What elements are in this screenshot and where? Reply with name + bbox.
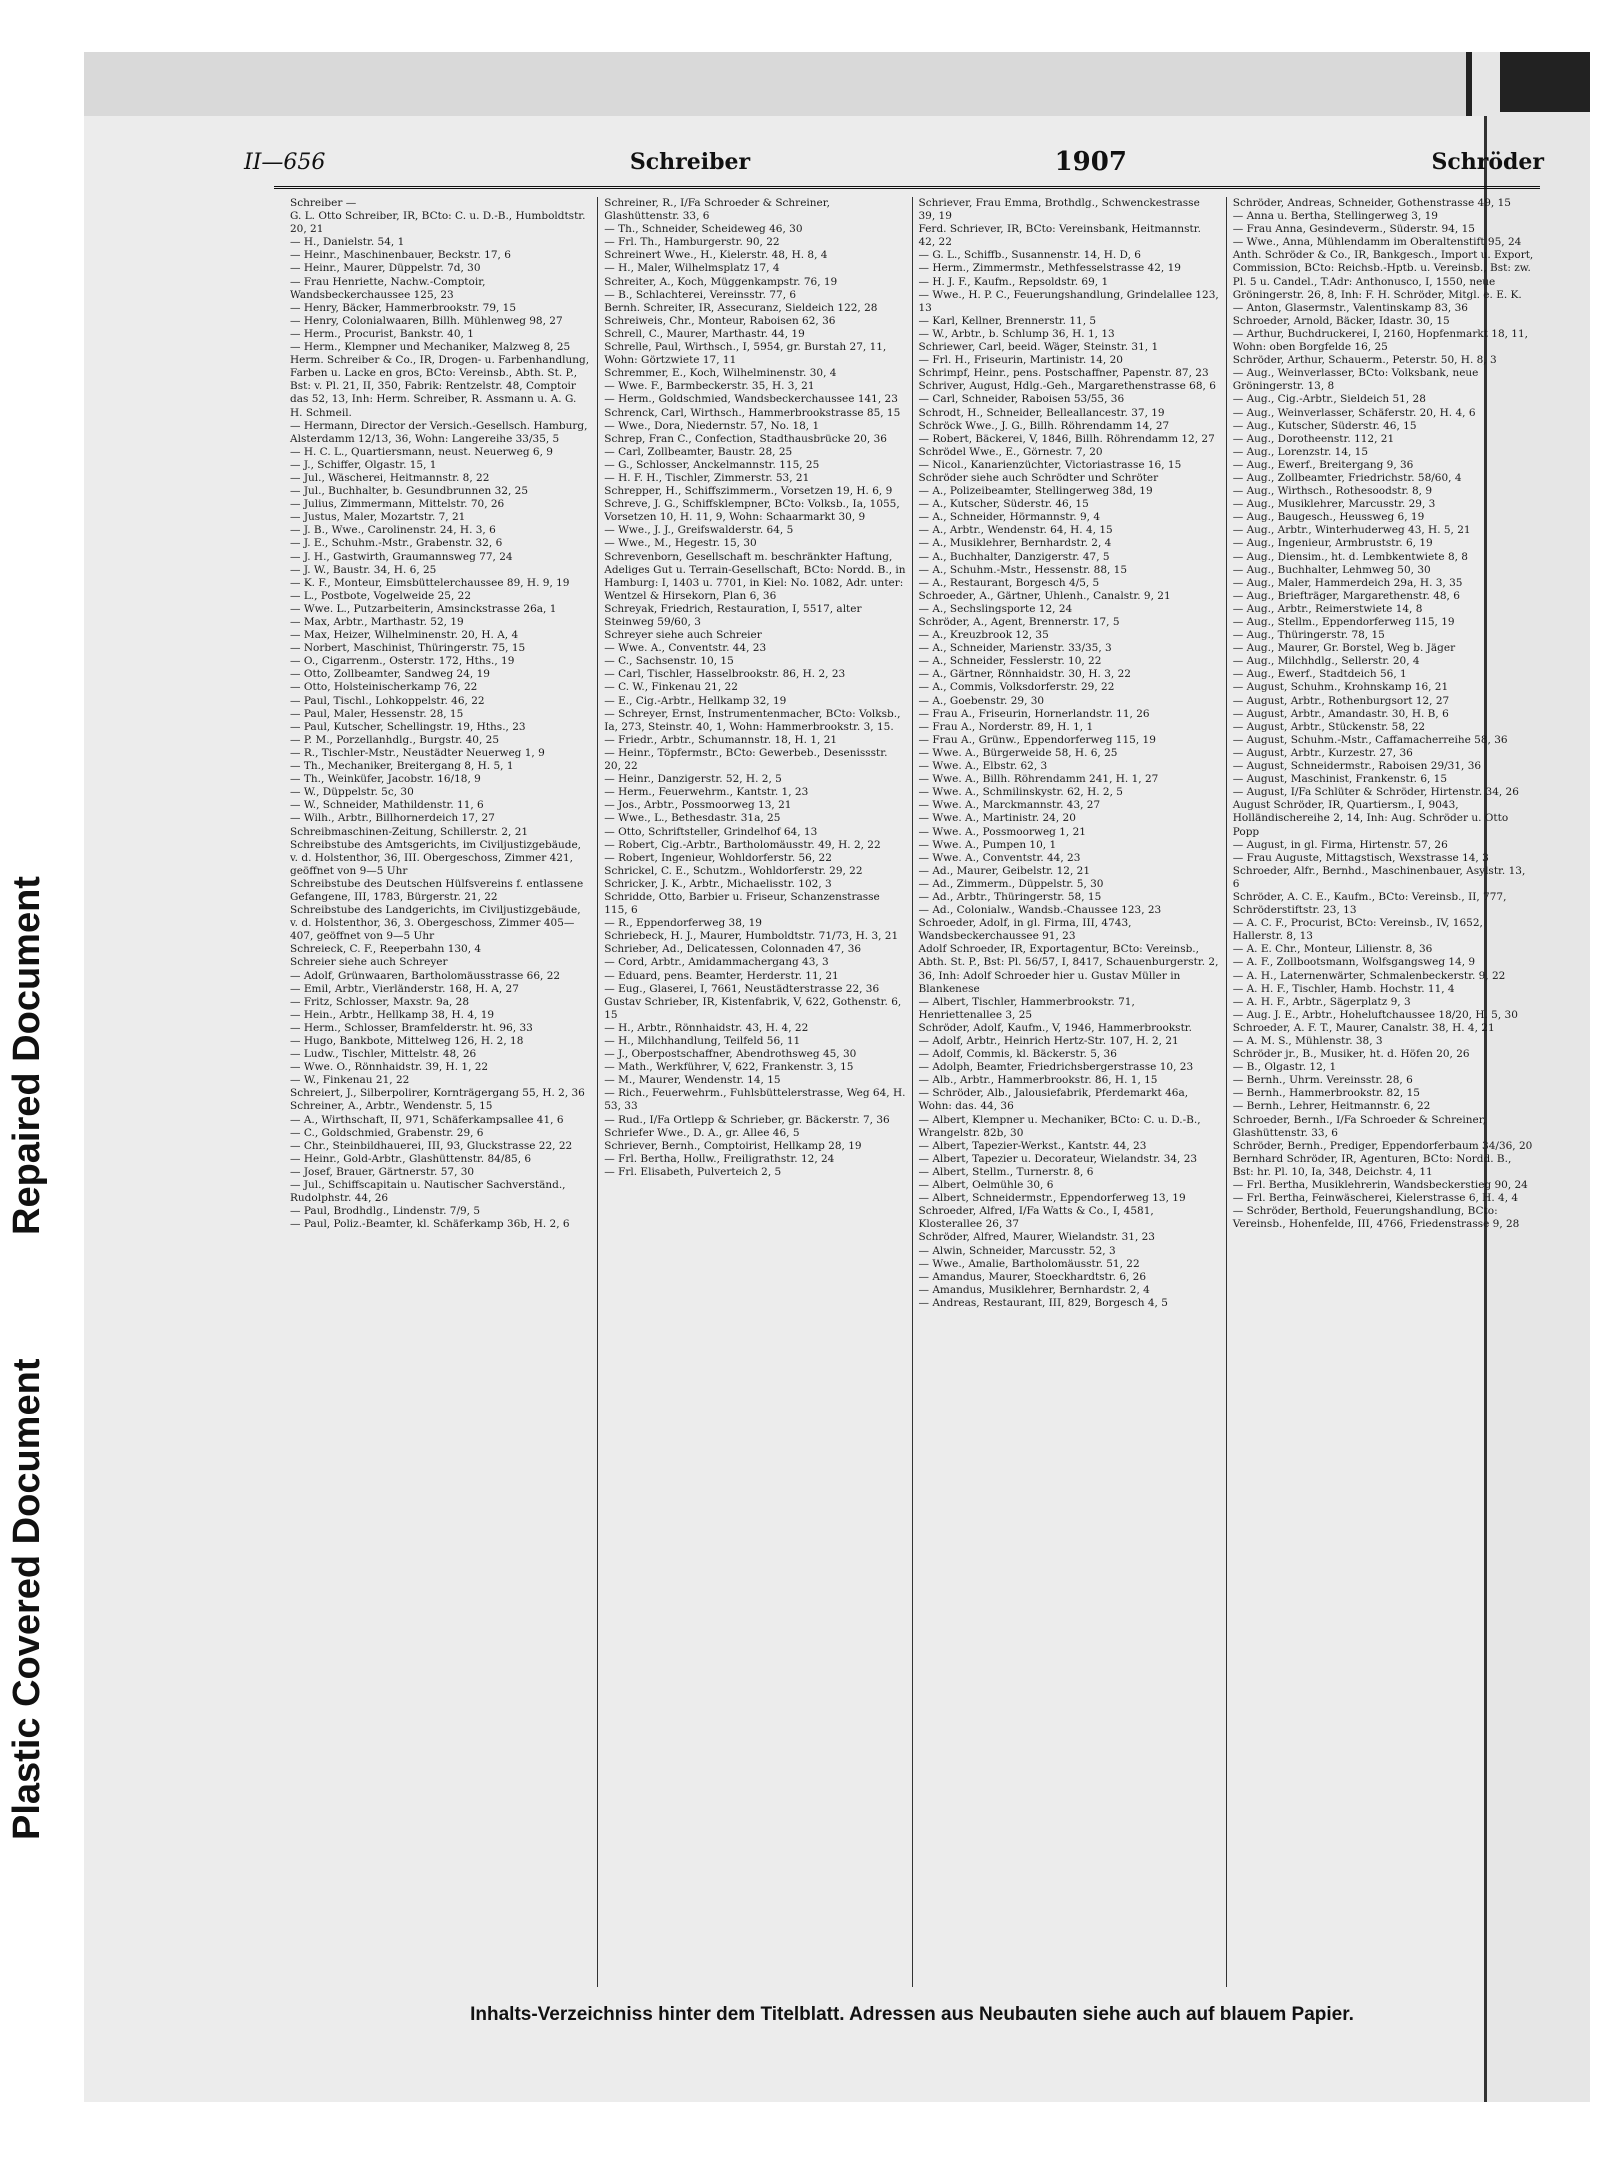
directory-entry: — Chr., Steinbildhauerei, III, 93, Gluckstrasse 22, 22 [290, 1139, 573, 1152]
directory-entry: Bernh. Schreiter, IR, Assecuranz, Sieldeich 122, 28 [604, 301, 878, 314]
directory-entry: Adolf Schroeder, IR, Exportagentur, BCto: Vereinsb., Abth. St. P., Bst: Pl. 56/57, I, 8417, Schauenburgerstr. 2, 36, Inh: Adolf Schroeder hier u. Gustav Müller in Blankenese [918, 943, 1219, 995]
directory-entry: — J. E., Schuhm.-Mstr., Grabenstr. 32, 6 [290, 537, 503, 550]
directory-entry: — Ludw., Tischler, Mittelstr. 48, 26 [290, 1048, 477, 1061]
directory-entry: — Aug., Baugesch., Heussweg 6, 19 [1232, 511, 1425, 524]
directory-entry: — Paul, Tischl., Lohkoppelstr. 46, 22 [290, 694, 485, 707]
directory-entry: — Frau A., Friseurin, Hornerlandstr. 11, 26 [918, 707, 1150, 720]
directory-entry: — Aug., Arbtr., Winterhuderweg 43, H. 5, 21 [1232, 524, 1471, 537]
directory-entry: Schriebeck, H. J., Maurer, Humboldtstr. 71/73, H. 3, 21 [604, 930, 899, 943]
directory-entry: — August, Arbtr., Kurzestr. 27, 36 [1232, 746, 1413, 759]
directory-entry: — H. J. F., Kaufm., Repsoldstr. 69, 1 [918, 275, 1109, 288]
directory-entry: — Max, Arbtr., Marthastr. 52, 19 [290, 616, 464, 628]
page-footer: Inhalts-Verzeichniss hinter dem Titelblatt. Adressen aus Neubauten siehe auch auf blauem Papier. [470, 2004, 1354, 2025]
directory-entry: — H., Danielstr. 54, 1 [290, 236, 405, 249]
directory-entry: — A. M. S., Mühlenstr. 38, 3 [1232, 1035, 1383, 1047]
directory-entry: — Frl. Bertha, Hollw., Freiligrathstr. 12, 24 [604, 1152, 835, 1165]
header-left-word: Schreiber [629, 149, 751, 175]
directory-entry: — Heinr., Gold-Arbtr., Glashüttenstr. 84/85, 6 [290, 1152, 532, 1165]
directory-entry: — B., Schlachterei, Vereinsstr. 77, 6 [604, 288, 797, 301]
directory-entry: — Frl. Bertha, Feinwäscherei, Kielerstrasse 6, H. 4, 4 [1232, 1192, 1519, 1205]
directory-entry: — Schröder, Alb., Jalousiefabrik, Pferdemarkt 46a, Wohn: das. 44, 36 [918, 1087, 1189, 1113]
directory-entry: — Heinr., Maurer, Düppelstr. 7d, 30 [290, 262, 481, 275]
directory-entry: — Bernh., Lehrer, Heitmannstr. 6, 22 [1232, 1100, 1431, 1113]
header-right-word: Schröder [1431, 149, 1544, 175]
directory-entry: — Schreyer, Ernst, Instrumentenmacher, BCto: Volksb., Ia, 273, Steinstr. 40, 1, Wohn: Hammerbrookstr. 3, 15. [604, 707, 901, 733]
directory-entry: — B., Olgastr. 12, 1 [1232, 1061, 1337, 1074]
directory-entry: — Amandus, Maurer, Stoeckhardtstr. 6, 26 [918, 1270, 1147, 1283]
directory-entry: — Adolph, Beamter, Friedrichsbergerstrasse 10, 23 [918, 1061, 1194, 1074]
directory-entry: — Cord, Arbtr., Amidammachergang 43, 3 [604, 956, 829, 969]
directory-entry: — Frau Henriette, Nachw.-Comptoir, Wandsbeckerchaussee 125, 23 [290, 275, 486, 301]
directory-entry: Schröder, Adolf, Kaufm., V, 1946, Hammerbrookstr. [918, 1021, 1192, 1034]
directory-entry: — Hugo, Bankbote, Mittelweg 126, H. 2, 18 [290, 1035, 524, 1047]
directory-entry: — Robert, Cig.-Arbtr., Bartholomäusstr. 49, H. 2, 22 [604, 838, 881, 851]
directory-entry: — A. H. F., Tischler, Hamb. Hochstr. 11, 4 [1232, 982, 1455, 995]
directory-entry: Schrieber, Ad., Delicatessen, Colonnaden 47, 36 [604, 943, 862, 956]
directory-entry: — Schröder, Berthold, Feuerungshandlung, BCto: Vereinsb., Hohenfelde, III, 4766, Friedenstrasse 9, 28 [1232, 1205, 1520, 1231]
directory-entry: Schrenck, Carl, Wirthsch., Hammerbrookstrasse 85, 15 [604, 406, 901, 419]
directory-entry: — Th., Weinküfer, Jacobstr. 16/18, 9 [290, 773, 481, 786]
directory-entry: — Jul., Schiffscapitain u. Nautischer Sachverständ., Rudolphstr. 44, 26 [290, 1179, 566, 1205]
directory-entry: — A., Wirthschaft, II, 971, Schäferkampsallee 41, 6 [290, 1113, 564, 1126]
directory-entry: — A., Buchhalter, Danzigerstr. 47, 5 [918, 550, 1110, 563]
directory-entry: — L., Postbote, Vogelweide 25, 22 [290, 589, 472, 602]
directory-entry: August Schröder, IR, Quartiersm., I, 9043, Holländischereihe 2, 14, Inh: Aug. Schröder u. Otto Popp [1232, 799, 1509, 838]
directory-entry: — Anton, Glasermstr., Valentinskamp 83, 36 [1232, 301, 1468, 314]
directory-entry: — Wwe. A., Marckmannstr. 43, 27 [918, 799, 1101, 812]
directory-entry: Schreieck, C. F., Reeperbahn 130, 4 [290, 943, 482, 956]
directory-entry: — Aug., Cig.-Arbtr., Sieldeich 51, 28 [1232, 393, 1426, 406]
directory-entry: — Wwe., M., Hegestr. 15, 30 [604, 537, 757, 550]
directory-entry: — August, Arbtr., Stückenstr. 58, 22 [1232, 720, 1426, 733]
directory-entry: — August, Schuhm.-Mstr., Caffamacherreihe 58, 36 [1232, 733, 1508, 746]
directory-entry: — Ad., Zimmerm., Düppelstr. 5, 30 [918, 877, 1104, 890]
directory-entry: — Ad., Colonialw., Wandsb.-Chaussee 123, 23 [918, 904, 1162, 917]
directory-entry: — W., Arbtr., b. Schlump 36, H. 1, 13 [918, 327, 1115, 340]
directory-entry: — Aug., Maler, Hammerdeich 29a, H. 3, 35 [1232, 576, 1463, 589]
directory-entry: — Th., Mechaniker, Breitergang 8, H. 5, 1 [290, 760, 514, 773]
directory-entry: — Karl, Kellner, Brennerstr. 11, 5 [918, 314, 1097, 327]
directory-entry: — Hein., Arbtr., Hellkamp 38, H. 4, 19 [290, 1008, 495, 1021]
directory-entry: — A., Sechslingsporte 12, 24 [918, 602, 1073, 615]
directory-entry: Schreibstube des Landgerichts, im Civiljustizgebäude, v. d. Holstenthor, 36, 3. Obergeschoss, Zimmer 405—407, geöffnet von 9—5 Uhr [290, 904, 581, 943]
directory-entry: — Wwe. A., Billh. Röhrendamm 241, H. 1, 27 [918, 773, 1159, 786]
directory-entry: — Aug., Musiklehrer, Marcusstr. 29, 3 [1232, 498, 1436, 511]
directory-entry: — Frau A., Norderstr. 89, H. 1, 1 [918, 720, 1094, 733]
directory-entry: — Wwe. A., Bürgerweide 58, H. 6, 25 [918, 746, 1118, 759]
directory-entry: — Herm., Procurist, Bankstr. 40, 1 [290, 327, 474, 340]
directory-entry: — Wwe. A., Schmilinskystr. 62, H. 2, 5 [918, 786, 1123, 799]
directory-entry: Schreiert, J., Silberpolirer, Kornträgergang 55, H. 2, 36 [290, 1087, 585, 1100]
directory-entry: Schroeder, Bernh., I/Fa Schroeder & Schreiner, Glashüttenstr. 33, 6 [1232, 1113, 1486, 1139]
directory-entry: — Carl, Zollbeamter, Baustr. 28, 25 [604, 445, 793, 458]
directory-entry: — Jul., Wäscherei, Heitmannstr. 8, 22 [290, 471, 490, 484]
directory-entry: Schröder jr., B., Musiker, ht. d. Höfen 20, 26 [1232, 1048, 1470, 1061]
directory-entry: — Justus, Maler, Mozartstr. 7, 21 [290, 511, 466, 524]
directory-entry: — E., Cig.-Arbtr., Hellkamp 32, 19 [604, 694, 787, 707]
directory-entry: — Ad., Maurer, Geibelstr. 12, 21 [918, 864, 1091, 877]
directory-entry: Schroeder, A. F. T., Maurer, Canalstr. 38, H. 4, 21 [1232, 1021, 1495, 1034]
directory-entry: — J., Oberpostschaffner, Abendrothsweg 45, 30 [604, 1048, 857, 1061]
directory-entry: — Heinr., Danzigerstr. 52, H. 2, 5 [604, 773, 782, 786]
column-1 [284, 197, 598, 1987]
directory-entry: — A. H., Laternenwärter, Schmalenbeckerstr. 9, 22 [1232, 969, 1506, 982]
directory-entry: — A., Schneider, Hörmannstr. 9, 4 [918, 511, 1101, 524]
directory-entry: — H. F. H., Tischler, Zimmerstr. 53, 21 [604, 471, 810, 484]
directory-entry: Schroeder, Arnold, Bäcker, Idastr. 30, 15 [1232, 314, 1450, 327]
directory-entry: — Robert, Ingenieur, Wohldorferstr. 56, 22 [604, 851, 832, 864]
directory-entry: Schremmer, E., Koch, Wilhelminenstr. 30, 4 [604, 367, 837, 380]
repaired-document-label: Repaired Document [6, 876, 48, 1235]
directory-entry: — Alb., Arbtr., Hammerbrookstr. 86, H. 1, 15 [918, 1074, 1158, 1087]
directory-entry: G. L. Otto Schreiber, IR, BCto: C. u. D.-B., Humboldtstr. 20, 21 [290, 210, 586, 236]
directory-entry: — Wwe. A., Pumpen 10, 1 [918, 838, 1057, 851]
directory-entry: — K. F., Monteur, Eimsbüttelerchaussee 89, H. 9, 19 [290, 576, 570, 589]
directory-entry: — A., Musiklehrer, Bernhardstr. 2, 4 [918, 537, 1112, 550]
directory-entry: — H., Arbtr., Rönnhaidstr. 43, H. 4, 22 [604, 1021, 809, 1034]
directory-entry: — Albert, Tapezier-Werkst., Kantstr. 44, 23 [918, 1139, 1147, 1152]
directory-entry: — Wwe., Dora, Niedernstr. 57, No. 18, 1 [604, 419, 820, 432]
directory-entry: Schröder, Arthur, Schauerm., Peterstr. 50, H. 8, 3 [1232, 354, 1497, 367]
directory-entry: Schreyer siehe auch Schreier [604, 629, 762, 642]
directory-entry: Schrodt, H., Schneider, Belleallancestr. 37, 19 [918, 406, 1165, 419]
directory-entry: — Wwe. O., Rönnhaidstr. 39, H. 1, 22 [290, 1061, 489, 1074]
directory-entry: — Frl. Th., Hamburgerstr. 90, 22 [604, 236, 780, 249]
column-4 [1227, 197, 1540, 1987]
directory-entry: — P. M., Porzellanhdlg., Burgstr. 40, 25 [290, 733, 500, 746]
directory-entry: — Rich., Feuerwehrm., Fuhlsbüttelerstrasse, Weg 64, H. 53, 33 [604, 1087, 906, 1113]
directory-entry: — Otto, Zollbeamter, Sandweg 24, 19 [290, 668, 490, 681]
directory-entry: — A., Gärtner, Rönnhaidstr. 30, H. 3, 22 [918, 668, 1131, 681]
directory-entry: — Aug., Ewerf., Stadtdeich 56, 1 [1232, 668, 1407, 681]
directory-entry: — Th., Schneider, Scheideweg 46, 30 [604, 223, 803, 236]
header-year: 1907 [1054, 147, 1127, 177]
directory-entry: — Wwe. A., Martinistr. 24, 20 [918, 812, 1076, 825]
directory-entry: — Albert, Oelmühle 30, 6 [918, 1179, 1054, 1192]
directory-entry: — A., Restaurant, Borgesch 4/5, 5 [918, 576, 1100, 589]
directory-entry: — C. W., Finkenau 21, 22 [604, 681, 738, 694]
directory-entry: — Wwe. A., Conventstr. 44, 23 [604, 642, 767, 655]
directory-entry: — Otto, Holsteinischerkamp 76, 22 [290, 681, 478, 694]
directory-entry: — Bernh., Hammerbrookstr. 82, 15 [1232, 1087, 1420, 1100]
directory-entry: Schreiner, A., Arbtr., Wendenstr. 5, 15 [290, 1100, 493, 1113]
directory-entry: — A., Schuhm.-Mstr., Hessenstr. 88, 15 [918, 563, 1128, 576]
directory-entry: — Alwin, Schneider, Marcusstr. 52, 3 [918, 1244, 1116, 1257]
directory-entry: — Math., Werkführer, V, 622, Frankenstr. 3, 15 [604, 1061, 854, 1074]
directory-entry: — Emil, Arbtr., Vierländerstr. 168, H. A, 27 [290, 982, 519, 995]
plastic-covered-document-label: Plastic Covered Document [6, 1358, 48, 1840]
directory-entry: — Hermann, Director der Versich.-Gesellsch. Hamburg, Alsterdamm 12/13, 36, Wohn: Langereihe 33/35, 5 [290, 419, 588, 445]
directory-entry: — Albert, Tischler, Hammerbrookstr. 71, Henriettenallee 3, 25 [918, 995, 1135, 1021]
directory-entry: Schriefer Wwe., D. A., gr. Allee 46, 5 [604, 1126, 800, 1139]
directory-entry: — Wwe. A., Elbstr. 62, 3 [918, 760, 1048, 773]
directory-entry: — August, Arbtr., Rothenburgsort 12, 27 [1232, 694, 1450, 707]
directory-entry: — Andreas, Restaurant, III, 829, Borgesch 4, 5 [918, 1296, 1168, 1309]
directory-entry: — Aug., Dorotheenstr. 112, 21 [1232, 432, 1395, 445]
directory-entry: — Frl. Elisabeth, Pulverteich 2, 5 [604, 1165, 782, 1178]
directory-entry: — Aug., Zollbeamter, Friedrichstr. 58/60, 4 [1232, 471, 1462, 484]
directory-entry: — C., Goldschmied, Grabenstr. 29, 6 [290, 1126, 484, 1139]
directory-entry: — A., Polizeibeamter, Stellingerweg 38d, 19 [918, 485, 1153, 498]
directory-entry: — C., Sachsenstr. 10, 15 [604, 655, 734, 668]
directory-entry: — J. H., Gastwirth, Graumannsweg 77, 24 [290, 550, 513, 563]
directory-entry: — Wwe., H. P. C., Feuerungshandlung, Grindelallee 123, 13 [918, 288, 1219, 314]
directory-entry: — G. L., Schiffb., Susannenstr. 14, H. D, 6 [918, 249, 1141, 262]
directory-entry: — Heinr., Töpfermstr., BCto: Gewerbeb., Desenissstr. 20, 22 [604, 746, 888, 773]
directory-entry: — Aug., Wirthsch., Rothesoodstr. 8, 9 [1232, 485, 1433, 498]
entry-columns [284, 197, 1540, 1987]
directory-entry: — Carl, Tischler, Hasselbrookstr. 86, H. 2, 23 [604, 668, 846, 681]
directory-entry: Schrimpf, Heinr., pens. Postschaffner, Papenstr. 87, 23 [918, 367, 1209, 380]
directory-entry: Schreiber — [290, 197, 357, 209]
directory-entry: — Adolf, Grünwaaren, Bartholomäusstrasse 66, 22 [290, 969, 561, 982]
header-rule [274, 186, 1540, 189]
directory-entry: — Wwe. L., Putzarbeiterin, Amsinckstrasse 26a, 1 [290, 602, 557, 615]
directory-entry: Schreiner, R., I/Fa Schroeder & Schreiner, Glashüttenstr. 33, 6 [604, 197, 830, 223]
directory-entry: — Paul, Brodhdlg., Lindenstr. 7/9, 5 [290, 1205, 481, 1218]
directory-entry: — August, in gl. Firma, Hirtenstr. 57, 26 [1232, 838, 1448, 851]
directory-entry: — A. E. Chr., Monteur, Lilienstr. 8, 36 [1232, 943, 1433, 956]
directory-entry: — Aug., Ingenieur, Armbruststr. 6, 19 [1232, 537, 1433, 550]
directory-entry: — Arthur, Buchdruckerei, I, 2160, Hopfenmarkt 18, 11, Wohn: oben Borgfelde 16, 25 [1232, 327, 1528, 354]
directory-entry: Schrickel, C. E., Schutzm., Wohldorferstr. 29, 22 [604, 864, 863, 877]
directory-entry: — Nicol., Kanarienzüchter, Victoriastrasse 16, 15 [918, 458, 1182, 471]
directory-entry: — Adolf, Commis, kl. Bäckerstr. 5, 36 [918, 1048, 1117, 1061]
directory-entry: Schrepper, H., Schiffszimmerm., Vorsetzen 19, H. 6, 9 [604, 485, 893, 498]
directory-entry: Ferd. Schriever, IR, BCto: Vereinsbank, Heitmannstr. 42, 22 [918, 223, 1201, 249]
directory-entry: Schreinert Wwe., H., Kielerstr. 48, H. 8, 4 [604, 249, 828, 262]
directory-entry: — Frau Anna, Gesindeverm., Süderstr. 94, 15 [1232, 223, 1475, 236]
directory-entry: — Aug., Kutscher, Süderstr. 46, 15 [1232, 419, 1417, 432]
directory-entry: Schriver, August, Hdlg.-Geh., Margarethenstrasse 68, 6 [918, 380, 1216, 393]
directory-entry: Schrelle, Paul, Wirthsch., I, 5954, gr. Burstah 27, 11, Wohn: Görtzwiete 17, 11 [604, 341, 887, 367]
directory-entry: — Max, Heizer, Wilhelminenstr. 20, H. A, 4 [290, 629, 519, 642]
directory-entry: Schreiter, A., Koch, Müggenkampstr. 76, 19 [604, 275, 838, 288]
directory-entry: — Wwe. A., Conventstr. 44, 23 [918, 851, 1081, 864]
directory-entry: — R., Tischler-Mstr., Neustädter Neuerweg 1, 9 [290, 746, 545, 759]
directory-entry: — Friedr., Arbtr., Schumannstr. 18, H. 1, 21 [604, 733, 838, 746]
directory-entry: Schroeder, A., Gärtner, Uhlenh., Canalstr. 9, 21 [918, 589, 1171, 602]
directory-entry: — Aug., Milchhdlg., Sellerstr. 20, 4 [1232, 655, 1420, 668]
directory-entry: — W., Düppelstr. 5c, 30 [290, 786, 414, 799]
directory-entry: — Amandus, Musiklehrer, Bernhardstr. 2, 4 [918, 1283, 1150, 1296]
directory-entry: — Herm., Zimmermstr., Methfesselstrasse 42, 19 [918, 262, 1181, 275]
directory-entry: — Aug., Ewerf., Breitergang 9, 36 [1232, 458, 1414, 471]
directory-entry: — Aug., Weinverlasser, BCto: Volksbank, neue Gröningerstr. 13, 8 [1232, 367, 1479, 393]
directory-entry: — Jos., Arbtr., Possmoorweg 13, 21 [604, 799, 792, 812]
directory-entry: Schroeder, Adolf, in gl. Firma, III, 4743, Wandsbeckerchaussee 91, 23 [918, 917, 1132, 943]
directory-entry: — Aug., Buchhalter, Lehmweg 50, 30 [1232, 563, 1431, 576]
directory-entry: Schridde, Otto, Barbier u. Friseur, Schanzenstrasse 115, 6 [604, 890, 880, 917]
directory-entry: Schröder, Andreas, Schneider, Gothenstrasse 49, 15 [1232, 197, 1511, 209]
directory-entry: — Wwe., Anna, Mühlendamm im Oberaltenstift 95, 24 [1232, 236, 1522, 249]
directory-entry: — A., Goebenstr. 29, 30 [918, 694, 1045, 707]
directory-entry: Schrevenborn, Gesellschaft m. beschränkter Haftung, Adeliges Gut u. Terrain-Gesellschaft, BCto: Nordd. B., in Hamburg: I, 1403 u. 7701, in Kiel: No. 1082, Adr. unter: Wentzel & Hirsekorn, Plan 6, 36 [604, 550, 906, 602]
directory-entry: — Aug., Briefträger, Margarethenstr. 48, 6 [1232, 589, 1460, 602]
side-labels [0, 0, 82, 2177]
directory-entry: — A., Schneider, Marienstr. 33/35, 3 [918, 642, 1112, 655]
directory-entry: — Herm., Feuerwehrm., Kantstr. 1, 23 [604, 786, 809, 799]
directory-entry: — Aug., Thüringerstr. 78, 15 [1232, 629, 1385, 642]
directory-entry: — A. C. F., Procurist, BCto: Vereinsb., IV, 1652, Hallerstr. 8, 13 [1232, 917, 1483, 943]
directory-entry: — H. C. L., Quartiersmann, neust. Neuerweg 6, 9 [290, 445, 553, 458]
directory-entry: — Ad., Arbtr., Thüringerstr. 58, 15 [918, 890, 1102, 903]
directory-entry: — Albert, Tapezier u. Decorateur, Wielandstr. 34, 23 [918, 1152, 1198, 1165]
directory-entry: Schreier siehe auch Schreyer [290, 956, 448, 969]
directory-entry: Bernhard Schröder, IR, Agenturen, BCto: Nordd. B., Bst: hr. Pl. 10, Ia, 348, Deichstr. 4, 11 [1232, 1152, 1512, 1178]
directory-entry: — Herm., Klempner und Mechaniker, Malzweg 8, 25 [290, 341, 571, 354]
directory-entry: Schreiweis, Chr., Monteur, Raboisen 62, 36 [604, 314, 836, 327]
directory-entry: — Henry, Bäcker, Hammerbrookstr. 79, 15 [290, 301, 517, 314]
directory-entry: Schrödel Wwe., E., Görnestr. 7, 20 [918, 445, 1103, 458]
directory-entry: — Eug., Glaserei, I, 7661, Neustädterstrasse 22, 36 [604, 982, 880, 995]
directory-entry: — Wwe., Amalie, Bartholomäusstr. 51, 22 [918, 1257, 1140, 1270]
directory-entry: Schreibstube des Deutschen Hülfsvereins f. entlassene Gefangene, III, 1783, Bürgerstr. 21, 22 [290, 877, 584, 903]
directory-entry: — Julius, Zimmermann, Mittelstr. 70, 26 [290, 498, 505, 511]
directory-entry: — J. W., Baustr. 34, H. 6, 25 [290, 563, 437, 576]
directory-entry: — A., Kutscher, Süderstr. 46, 15 [918, 498, 1089, 511]
directory-entry: — Wwe., J. J., Greifswalderstr. 64, 5 [604, 524, 794, 537]
directory-entry: — Frau A., Grünw., Eppendorferweg 115, 19 [918, 733, 1156, 746]
directory-entry: — Henry, Colonialwaaren, Billh. Mühlenweg 98, 27 [290, 314, 563, 327]
directory-entry: — Albert, Schneidermstr., Eppendorferweg 13, 19 [918, 1192, 1186, 1205]
directory-entry: Schröder, Bernh., Prediger, Eppendorferbaum 34/36, 20 [1232, 1139, 1533, 1152]
directory-entry: Schriewer, Carl, beeid. Wäger, Steinstr. 31, 1 [918, 341, 1159, 354]
directory-entry: — Bernh., Uhrm. Vereinsstr. 28, 6 [1232, 1074, 1413, 1087]
directory-entry: — August, Arbtr., Amandastr. 30, H. B, 6 [1232, 707, 1449, 720]
directory-entry: — Aug., Diensim., ht. d. Lembkentwiete 8, 8 [1232, 550, 1468, 563]
directory-entry: Schroeder, Alfr., Bernhd., Maschinenbauer, Asylstr. 13, 6 [1232, 864, 1526, 890]
directory-entry: — Aug., Arbtr., Reimerstwiete 14, 8 [1232, 602, 1423, 615]
directory-entry: Schreibmaschinen-Zeitung, Schillerstr. 2, 21 [290, 825, 529, 838]
page-header [244, 142, 1544, 182]
directory-entry: — Wwe., L., Bethesdastr. 31a, 25 [604, 812, 781, 825]
directory-entry: — Paul, Kutscher, Schellingstr. 19, Hths., 23 [290, 720, 526, 733]
directory-entry: — Frau Auguste, Mittagstisch, Wexstrasse 14, 3 [1232, 851, 1489, 864]
directory-entry: — W., Finkenau 21, 22 [290, 1074, 410, 1087]
directory-entry: — Wwe. F., Barmbeckerstr. 35, H. 3, 21 [604, 380, 815, 393]
directory-entry: — Aug., Lorenzstr. 14, 15 [1232, 445, 1369, 458]
directory-entry: — H., Milchhandlung, Teilfeld 56, 11 [604, 1035, 801, 1047]
directory-entry: — Frl. Bertha, Musiklehrerin, Wandsbeckerstieg 90, 24 [1232, 1179, 1528, 1192]
directory-entry: — Albert, Stellm., Turnerstr. 8, 6 [918, 1165, 1094, 1178]
directory-entry: — August, I/Fa Schlüter & Schröder, Hirtenstr. 34, 26 [1232, 786, 1519, 799]
directory-entry: — Eduard, pens. Beamter, Herderstr. 11, 21 [604, 969, 839, 982]
directory-entry: — A., Schneider, Fesslerstr. 10, 22 [918, 655, 1102, 668]
directory-entry: — Wilh., Arbtr., Billhornerdeich 17, 27 [290, 812, 495, 825]
directory-entry: — M., Maurer, Wendenstr. 14, 15 [604, 1074, 781, 1087]
directory-entry: Schreibstube des Amtsgerichts, im Civiljustizgebäude, v. d. Holstenthor, 36, III. Obergeschoss, Zimmer 421, geöffnet von 9—5 Uhr [290, 838, 582, 877]
directory-entry: — A., Arbtr., Wendenstr. 64, H. 4, 15 [918, 524, 1113, 537]
directory-entry: — Robert, Bäckerei, V, 1846, Billh. Röhrendamm 12, 27 [918, 432, 1215, 445]
directory-entry: Schröck Wwe., J. G., Billh. Röhrendamm 14, 27 [918, 419, 1170, 432]
directory-entry: — Aug., Maurer, Gr. Borstel, Weg b. Jäger [1232, 642, 1456, 655]
directory-entry: — A., Commis, Volksdorferstr. 29, 22 [918, 681, 1115, 694]
column-3 [913, 197, 1227, 1987]
directory-entry: — Aug., Weinverlasser, Schäferstr. 20, H. 4, 6 [1232, 406, 1476, 419]
directory-entry: Schröder, Alfred, Maurer, Wielandstr. 31, 23 [918, 1231, 1155, 1244]
directory-entry: — J., Schiffer, Olgastr. 15, 1 [290, 458, 437, 471]
directory-entry: — Herm., Schlosser, Bramfelderstr. ht. 96, 33 [290, 1021, 533, 1034]
directory-entry: Schroeder, Alfred, I/Fa Watts & Co., I, 4581, Klosterallee 26, 37 [918, 1205, 1154, 1231]
directory-entry: — A. H. F., Arbtr., Sägerplatz 9, 3 [1232, 995, 1411, 1008]
directory-entry: — Aug. J. E., Arbtr., Hoheluftchaussee 18/20, H. 5, 30 [1232, 1008, 1518, 1021]
directory-entry: — Aug., Stellm., Eppendorferweg 115, 19 [1232, 616, 1455, 628]
directory-entry: — J. B., Wwe., Carolinenstr. 24, H. 3, 6 [290, 524, 496, 537]
directory-entry: — Wwe. A., Possmoorweg 1, 21 [918, 825, 1086, 838]
directory-entry: — Herm., Goldschmied, Wandsbeckerchaussee 141, 23 [604, 393, 898, 406]
directory-entry: Schröder, A. C. E., Kaufm., BCto: Vereinsb., II, 777, Schröderstiftstr. 23, 13 [1232, 890, 1507, 917]
directory-entry: — August, Schuhm., Krohnskamp 16, 21 [1232, 681, 1449, 694]
directory-entry: — Paul, Maler, Hessenstr. 28, 15 [290, 707, 464, 720]
directory-entry: — A. F., Zollbootsmann, Wolfsgangsweg 14, 9 [1232, 956, 1476, 969]
directory-entry: Schreyak, Friedrich, Restauration, I, 5517, alter Steinweg 59/60, 3 [604, 602, 862, 628]
directory-entry: — Adolf, Arbtr., Heinrich Hertz-Str. 107, H. 2, 21 [918, 1035, 1179, 1047]
directory-entry: — Otto, Schriftsteller, Grindelhof 64, 13 [604, 825, 818, 838]
directory-entry: Anth. Schröder & Co., IR, Bankgesch., Import u. Export, Commission, BCto: Reichsb.-Hptb. u. Vereinsb., Bst: zw. Pl. 5 u. Candel., T.Adr: Anthonusco, I, 1550, neue Gröningerstr. 26, 8, Inh: F. H. Schröder, Mitgl. e. E. K. [1232, 249, 1534, 301]
directory-entry: — Norbert, Maschinist, Thüringerstr. 75, 15 [290, 642, 526, 655]
directory-entry: — R., Eppendorferweg 38, 19 [604, 917, 762, 930]
directory-entry: Herm. Schreiber & Co., IR, Drogen- u. Farbenhandlung, Farben u. Lacke en gros, BCto: Vereinsb., Abth. St. P., Bst: v. Pl. 21, II, 350, Fabrik: Rentzelstr. 48, Comptoir das 52, 13, Inh: Herm. Schreiber, R. Assmann u. A. G. H. Schmeil. [290, 354, 590, 419]
directory-entry: — August, Schneidermstr., Raboisen 29/31, 36 [1232, 760, 1482, 773]
directory-entry: Schricker, J. K., Arbtr., Michaelisstr. 102, 3 [604, 877, 832, 890]
directory-entry: — O., Cigarrenm., Osterstr. 172, Hths., 19 [290, 655, 515, 668]
directory-entry: — H., Maler, Wilhelmsplatz 17, 4 [604, 262, 780, 275]
directory-entry: — Frl. H., Friseurin, Martinistr. 14, 20 [918, 354, 1123, 367]
directory-entry: — Josef, Brauer, Gärtnerstr. 57, 30 [290, 1165, 475, 1178]
directory-entry: Schrell, C., Maurer, Marthastr. 44, 19 [604, 327, 805, 340]
directory-entry: Schreve, J. G., Schiffsklempner, BCto: Volksb., Ia, 1055, Vorsetzen 10, H. 11, 9, Wohn: Schaarmarkt 30, 9 [604, 498, 900, 524]
directory-entry: — Carl, Schneider, Raboisen 53/55, 36 [918, 393, 1125, 406]
scanned-page [84, 52, 1590, 2102]
directory-entry: Schröder siehe auch Schrödter und Schröter [918, 471, 1159, 484]
directory-entry: Gustav Schrieber, IR, Kistenfabrik, V, 622, Gothenstr. 6, 15 [604, 995, 902, 1021]
directory-entry: — August, Maschinist, Frankenstr. 6, 15 [1232, 773, 1448, 786]
page-number: II—656 [244, 149, 326, 175]
directory-entry: — Fritz, Schlosser, Maxstr. 9a, 28 [290, 995, 470, 1008]
directory-entry: Schröder, A., Agent, Brennerstr. 17, 5 [918, 616, 1120, 628]
directory-entry: — A., Kreuzbrook 12, 35 [918, 629, 1049, 642]
directory-entry: — W., Schneider, Mathildenstr. 11, 6 [290, 799, 484, 812]
directory-entry: — Anna u. Bertha, Stellingerweg 3, 19 [1232, 210, 1438, 223]
directory-entry: — Rud., I/Fa Ortlepp & Schrieber, gr. Bäckerstr. 7, 36 [604, 1113, 890, 1126]
directory-entry: — Heinr., Maschinenbauer, Beckstr. 17, 6 [290, 249, 511, 262]
directory-entry: — Paul, Poliz.-Beamter, kl. Schäferkamp 36b, H. 2, 6 [290, 1218, 570, 1231]
directory-entry: Schriever, Bernh., Comptoirist, Hellkamp 28, 19 [604, 1139, 862, 1152]
directory-entry: — G., Schlosser, Anckelmannstr. 115, 25 [604, 458, 820, 471]
directory-entry: Schriever, Frau Emma, Brothdlg., Schwenckestrasse 39, 19 [918, 197, 1200, 223]
directory-entry: — Jul., Buchhalter, b. Gesundbrunnen 32, 25 [290, 485, 529, 498]
column-2 [598, 197, 912, 1987]
directory-entry: — Albert, Klempner u. Mechaniker, BCto: C. u. D.-B., Wrangelstr. 82b, 30 [918, 1113, 1201, 1139]
directory-entry: Schrep, Fran C., Confection, Stadthausbrücke 20, 36 [604, 432, 887, 445]
